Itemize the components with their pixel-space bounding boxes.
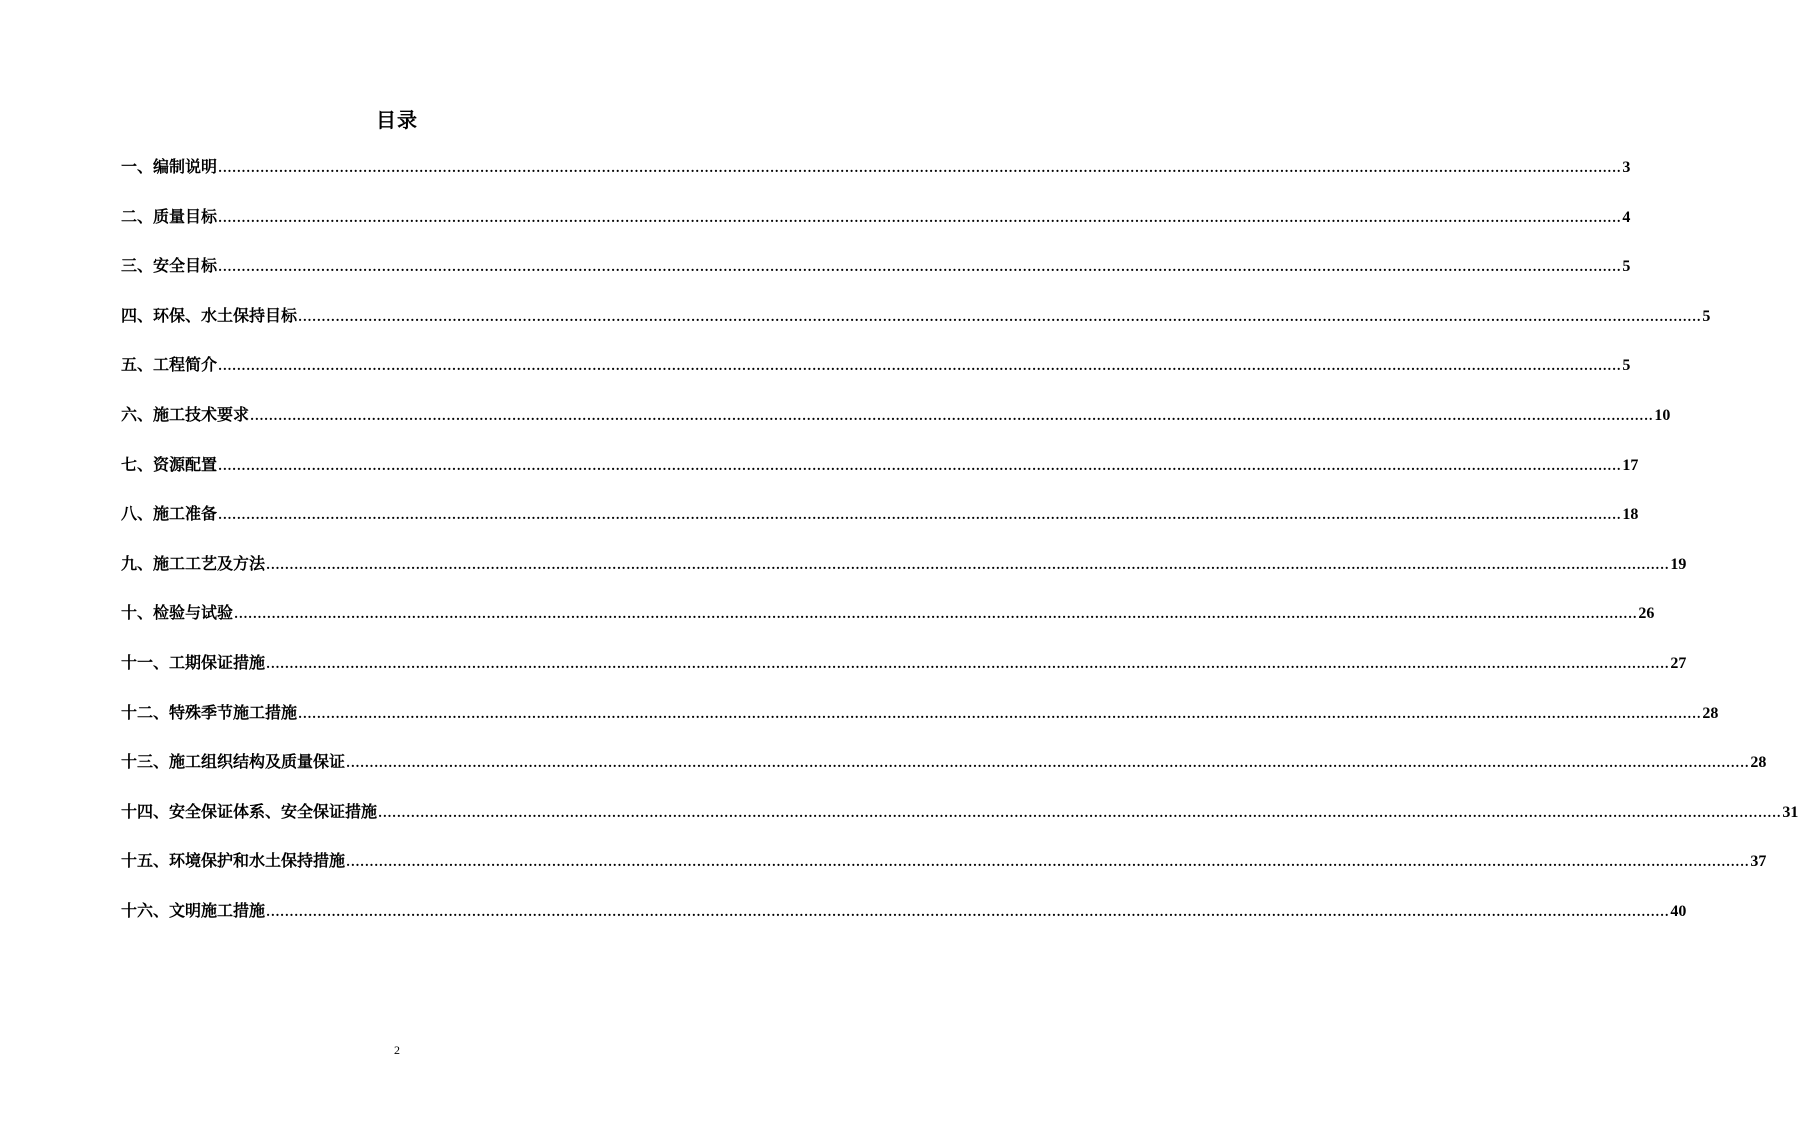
toc-entry-page: 4 (1622, 208, 1631, 226)
toc-dot-leader: ............................................................................................................................................................................................................................................................................................................ (266, 904, 1670, 919)
toc-entry[interactable] (121, 749, 1767, 799)
toc-entry[interactable] (121, 700, 1719, 750)
toc-entry-page: 37 (1750, 853, 1767, 871)
toc-entry-page: 5 (1622, 258, 1631, 276)
toc-dot-leader: ............................................................................................................................................................................................................................................................................................................ (218, 161, 1622, 175)
toc-entry-label: 五、工程简介 (121, 355, 218, 375)
toc-dot-leader: ............................................................................................................................................................................................................................................................................................................ (378, 805, 1782, 820)
toc-dot-leader: ............................................................................................................................................................................................................................................................................................................ (346, 855, 1750, 870)
toc-entry-page: 26 (1638, 605, 1655, 623)
toc-entry-label: 九、施工工艺及方法 (121, 553, 266, 573)
toc-entry-label: 十四、安全保证体系、安全保证措施 (121, 801, 378, 821)
toc-entry[interactable] (121, 848, 1767, 898)
toc-entry-page: 17 (1622, 456, 1639, 474)
toc-dot-leader: ............................................................................................................................................................................................................................................................................................................ (266, 656, 1670, 671)
toc-entry-label: 一、编制说明 (121, 157, 218, 176)
toc-entry-label: 二、质量目标 (121, 206, 218, 226)
toc-entry-page: 27 (1670, 654, 1687, 672)
toc-entry[interactable] (121, 650, 1687, 700)
toc-entry-page: 10 (1654, 406, 1671, 424)
toc-entry[interactable] (121, 799, 1798, 849)
toc-dot-leader: ............................................................................................................................................................................................................................................................................................................ (218, 458, 1622, 473)
toc-entry[interactable] (121, 452, 1639, 502)
toc-entry-page: 5 (1702, 307, 1711, 325)
toc-title: 目录 (376, 108, 418, 132)
toc-dot-leader: ............................................................................................................................................................................................................................................................................................................ (218, 260, 1622, 275)
toc-entry-label: 十、检验与试验 (121, 603, 234, 623)
toc-dot-leader: ............................................................................................................................................................................................................................................................................................................ (298, 309, 1702, 324)
toc-entry-label: 三、安全目标 (121, 256, 218, 276)
toc-entry[interactable] (121, 501, 1639, 551)
toc-entry-page: 40 (1670, 902, 1687, 920)
toc-entry-label: 十六、文明施工措施 (121, 900, 266, 920)
toc-entry-page: 18 (1622, 506, 1639, 524)
toc-dot-leader: ............................................................................................................................................................................................................................................................................................................ (298, 706, 1702, 721)
toc-entry-page: 31 (1782, 803, 1798, 821)
toc-entry-page: 19 (1670, 555, 1687, 573)
toc-entry[interactable] (121, 551, 1687, 601)
toc-dot-leader: ............................................................................................................................................................................................................................................................................................................ (346, 756, 1750, 771)
toc-entry[interactable] (121, 303, 1711, 353)
toc-dot-leader: ............................................................................................................................................................................................................................................................................................................ (266, 557, 1670, 572)
toc-entry-label: 十五、环境保护和水土保持措施 (121, 851, 346, 871)
toc-entry[interactable] (121, 154, 1631, 204)
toc-entry-page: 28 (1750, 754, 1767, 772)
toc-entry-page: 5 (1622, 357, 1631, 375)
toc-dot-leader: ............................................................................................................................................................................................................................................................................................................ (218, 210, 1622, 225)
page-number: 2 (394, 1043, 400, 1057)
toc-entry[interactable] (121, 204, 1631, 254)
toc-entry[interactable] (121, 402, 1671, 452)
toc-entry[interactable] (121, 352, 1631, 402)
toc-entry-page: 3 (1622, 159, 1631, 176)
toc-entry-label: 四、环保、水土保持目标 (121, 305, 298, 325)
toc-entry-label: 十三、施工组织结构及质量保证 (121, 752, 346, 772)
toc-entry-label: 十一、工期保证措施 (121, 652, 266, 672)
toc-entry[interactable] (121, 600, 1655, 650)
toc-dot-leader: ............................................................................................................................................................................................................................................................................................................ (250, 408, 1654, 423)
toc-dot-leader: ............................................................................................................................................................................................................................................................................................................ (234, 607, 1638, 622)
toc-entry-label: 六、施工技术要求 (121, 404, 250, 424)
toc-dot-leader: ............................................................................................................................................................................................................................................................................................................ (218, 359, 1622, 374)
toc-dot-leader: ............................................................................................................................................................................................................................................................................................................ (218, 508, 1622, 523)
toc-entry-label: 十二、特殊季节施工措施 (121, 702, 298, 722)
toc-entry-label: 七、资源配置 (121, 454, 218, 474)
toc-entry-page: 28 (1702, 704, 1719, 722)
toc-entry-label: 八、施工准备 (121, 504, 218, 524)
toc-entry[interactable] (121, 253, 1631, 303)
toc-list (121, 154, 1798, 948)
toc-entry[interactable] (121, 898, 1687, 948)
